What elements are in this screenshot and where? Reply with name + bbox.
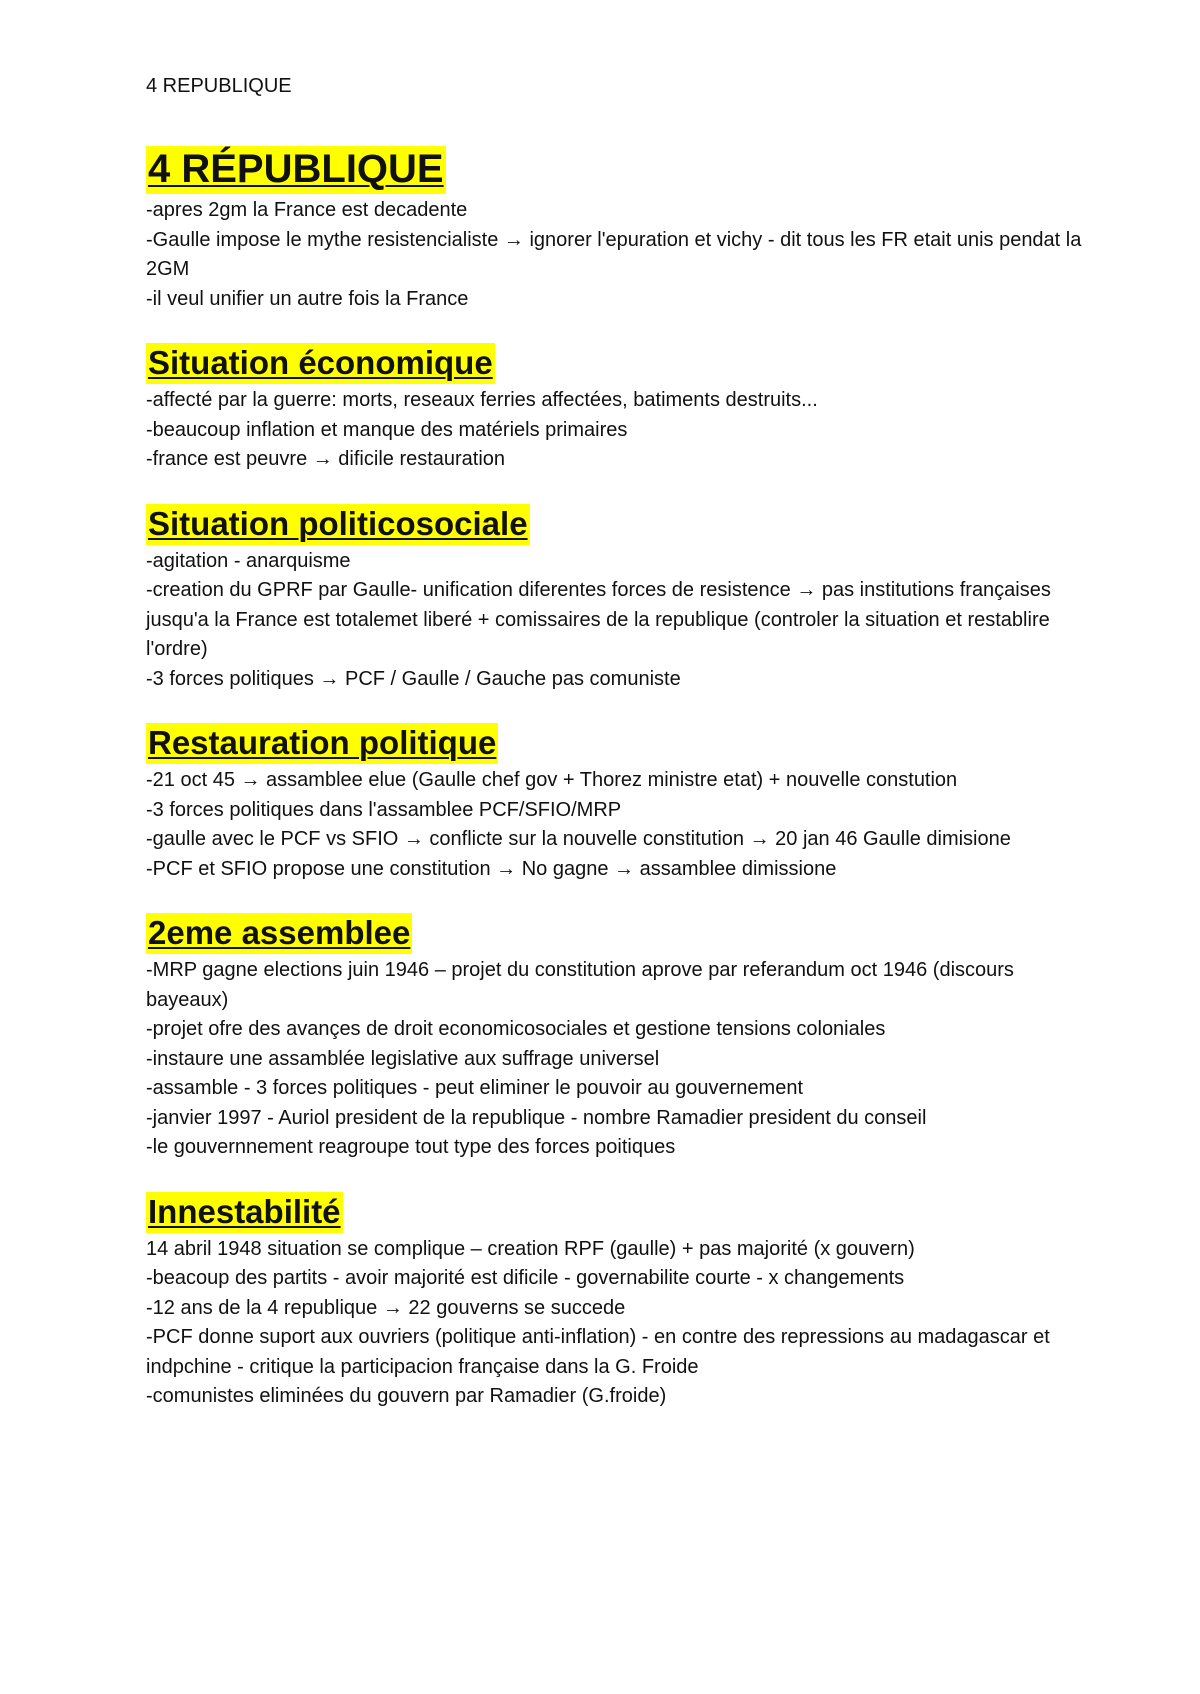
section-lines [146, 547, 1086, 695]
section-title [146, 914, 1086, 952]
text-line: -creation du GPRF par Gaulle- unification diferentes forces de resistence → pas institutions françaises jusqu'a la France est totalemet liberé + comissaires de la republique (controler la situation et restablire l'ordre) [146, 579, 1051, 660]
section-title-text: Innestabilité [146, 1192, 343, 1233]
section-title-text: 4 RÉPUBLIQUE [146, 146, 446, 194]
text-line: -MRP gagne elections juin 1946 – projet du constitution aprove par referandum oct 1946 (discours bayeaux) [146, 959, 1014, 1011]
text-line: -instaure une assamblée legislative aux suffrage universel [146, 1047, 660, 1070]
section-lines [146, 766, 1086, 884]
text-line: -beaucoup inflation et manque des matériels primaires [146, 418, 628, 441]
text-line: -il veul unifier un autre fois la France [146, 287, 469, 310]
text-line: -comunistes eliminées du gouvern par Ramadier (G.froide) [146, 1385, 667, 1407]
text-line: -PCF et SFIO propose une constitution → No gagne → assamblee dimissione [146, 857, 837, 880]
text-line: 14 abril 1948 situation se complique – creation RPF (gaulle) + pas majorité (x gouvern) [146, 1237, 915, 1260]
text-line: -21 oct 45 → assamblee elue (Gaulle chef gov + Thorez ministre etat) + nouvelle constution [146, 769, 958, 791]
text-line: -PCF donne suport aux ouvriers (politique anti-inflation) - en contre des repressions au madagascar et indpchine - critique la participacion française dans la G. Froide [146, 1326, 1050, 1378]
text-line: -3 forces politiques dans l'assamblee PCF/SFIO/MRP [146, 798, 622, 821]
section-title [146, 505, 1086, 543]
text-line: -3 forces politiques → PCF / Gaulle / Gauche pas comuniste [146, 667, 681, 690]
text-line: -assamble - 3 forces politiques - peut eliminer le pouvoir au gouvernement [146, 1077, 804, 1099]
section-title-text: Restauration politique [146, 723, 498, 764]
document-content [146, 146, 1086, 1442]
text-line: -Gaulle impose le mythe resistencialiste → ignorer l'epuration et vichy - dit tous les FR etait unis pendat la 2GM [146, 228, 1082, 280]
section-4-republique [146, 146, 1086, 314]
text-line: -le gouvernnement reagroupe tout type des forces poitiques [146, 1136, 676, 1158]
section-lines [146, 1235, 1086, 1412]
section-situation-economique [146, 344, 1086, 475]
text-line: -agitation - anarquisme [146, 549, 351, 572]
text-line: -beacoup des partits - avoir majorité est dificile - governabilite courte - x changements [146, 1267, 905, 1289]
section-title-text: 2eme assemblee [146, 913, 412, 954]
section-title [146, 724, 1086, 762]
section-innestabilite [146, 1193, 1086, 1412]
section-title [146, 146, 1086, 192]
text-line: -12 ans de la 4 republique → 22 gouverns se succede [146, 1296, 626, 1319]
section-title [146, 1193, 1086, 1231]
text-line: -apres 2gm la France est decadente [146, 199, 468, 221]
section-lines [146, 386, 1086, 475]
section-lines [146, 196, 1086, 314]
section-restauration-politique [146, 724, 1086, 884]
text-line: -gaulle avec le PCF vs SFIO → conflicte sur la nouvelle constitution → 20 jan 46 Gaulle dimisione [146, 828, 1011, 850]
text-line: -affecté par la guerre: morts, reseaux ferries affectées, batiments destruits... [146, 389, 818, 411]
page-header: 4 REPUBLIQUE [146, 75, 292, 97]
text-line: -france est peuvre → dificile restauration [146, 448, 506, 470]
section-title-text: Situation économique [146, 343, 495, 384]
section-lines [146, 956, 1086, 1163]
section-situation-politicosociale [146, 505, 1086, 695]
section-title [146, 344, 1086, 382]
section-2eme-assemblee [146, 914, 1086, 1163]
section-title-text: Situation politicosociale [146, 504, 530, 545]
text-line: -projet ofre des avançes de droit economicosociales et gestione tensions coloniales [146, 1018, 886, 1040]
text-line: -janvier 1997 - Auriol president de la republique - nombre Ramadier president du conseil [146, 1106, 927, 1129]
